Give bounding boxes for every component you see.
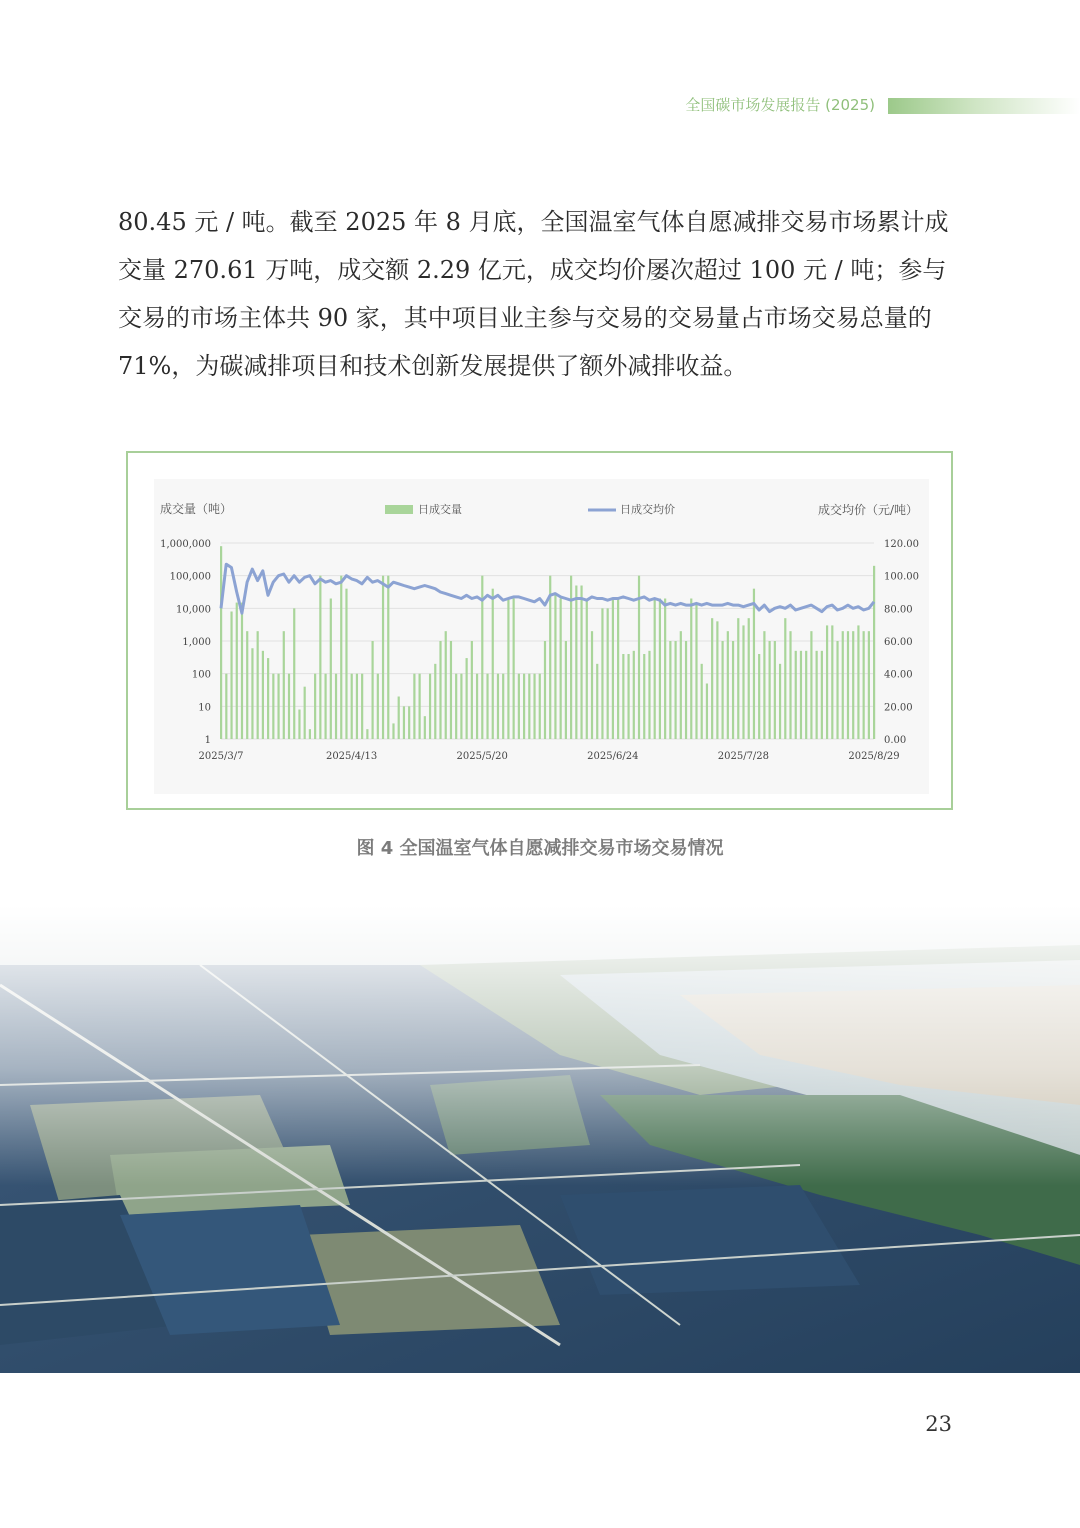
volume-bar — [659, 598, 661, 739]
volume-bar — [863, 631, 865, 739]
volume-bar — [288, 674, 290, 739]
report-title: 全国碳市场发展报告 (2025) — [685, 96, 875, 114]
volume-bar — [267, 658, 269, 739]
x-tick-label: 2025/5/20 — [456, 751, 508, 762]
volume-bar — [789, 631, 791, 739]
volume-bar — [502, 674, 504, 739]
legend-label-volume: 日成交量 — [418, 503, 462, 516]
y-left-tick-label: 1,000,000 — [160, 539, 211, 550]
volume-bar — [643, 654, 645, 739]
header-gradient-bar — [888, 98, 1080, 114]
volume-bar — [800, 651, 802, 739]
volume-bar — [533, 674, 535, 739]
volume-bar — [466, 658, 468, 739]
volume-bar — [408, 706, 410, 739]
volume-bar — [591, 631, 593, 739]
volume-bar — [549, 576, 551, 739]
volume-bar — [283, 631, 285, 739]
y-right-tick-label: 40.00 — [884, 669, 913, 681]
volume-bar — [304, 687, 306, 739]
volume-bar — [387, 576, 389, 739]
volume-bar — [429, 674, 431, 739]
volume-bar — [445, 631, 447, 739]
body-line: 71%，为碳减排项目和技术创新发展提供了额外减排收益。 — [118, 352, 748, 380]
volume-bar — [539, 674, 541, 739]
volume-bar — [627, 654, 629, 739]
y-left-tick-label: 100 — [191, 669, 211, 681]
body-line: 80.45 元 / 吨。截至 2025 年 8 月底，全国温室气体自愿减排交易市场累计成 — [118, 208, 949, 236]
volume-bar — [701, 664, 703, 739]
volume-bar — [257, 631, 259, 739]
volume-bar — [774, 641, 776, 739]
volume-bar — [784, 618, 786, 739]
volume-bar — [805, 651, 807, 739]
volume-bar — [769, 641, 771, 739]
volume-bar — [654, 598, 656, 739]
volume-bar — [648, 651, 650, 739]
page-number: 23 — [925, 1412, 952, 1436]
volume-bar — [868, 631, 870, 739]
volume-bar — [690, 598, 692, 739]
volume-bar — [873, 566, 875, 739]
volume-bar — [633, 651, 635, 739]
volume-bar — [471, 641, 473, 739]
volume-bar — [518, 674, 520, 739]
volume-bar — [565, 641, 567, 739]
volume-bar — [220, 546, 222, 739]
volume-bar — [748, 618, 750, 739]
volume-bar — [377, 674, 379, 739]
volume-bar — [674, 641, 676, 739]
volume-bar — [340, 576, 342, 739]
volume-bar — [852, 631, 854, 739]
volume-bar — [330, 598, 332, 739]
volume-bar — [382, 576, 384, 739]
x-tick-label: 2025/6/24 — [587, 751, 639, 762]
volume-bar — [356, 674, 358, 739]
volume-bar — [664, 598, 666, 739]
volume-bar — [669, 641, 671, 739]
volume-bar — [617, 598, 619, 739]
volume-bar — [272, 674, 274, 739]
volume-bar — [607, 608, 609, 739]
volume-bar — [277, 674, 279, 739]
legend-swatch-volume — [385, 505, 413, 514]
volume-bar — [486, 674, 488, 739]
volume-bar — [528, 674, 530, 739]
x-tick-label: 2025/4/13 — [325, 751, 378, 762]
figure-caption: 图 4 全国温室气体自愿减排交易市场交易情况 — [356, 838, 724, 859]
volume-bar — [612, 598, 614, 739]
volume-bar — [413, 674, 415, 739]
volume-bar — [732, 641, 734, 739]
volume-bar — [298, 709, 300, 739]
volume-bar — [513, 598, 515, 739]
volume-bar — [419, 674, 421, 739]
volume-bar — [335, 674, 337, 739]
volume-bar — [246, 631, 248, 739]
running-header — [0, 92, 1080, 120]
volume-bar — [560, 598, 562, 739]
volume-bar — [236, 603, 238, 739]
volume-bar — [727, 631, 729, 739]
volume-bar — [753, 589, 755, 739]
volume-bar — [424, 716, 426, 739]
volume-bar — [403, 706, 405, 739]
volume-bar — [737, 618, 739, 739]
y-right-tick-label: 80.00 — [884, 604, 913, 616]
volume-bar — [351, 674, 353, 739]
volume-bar — [601, 608, 603, 739]
volume-bar — [816, 651, 818, 739]
y-left-tick-label: 100,000 — [169, 571, 211, 583]
volume-bar — [836, 641, 838, 739]
volume-bar — [575, 586, 577, 739]
volume-bar — [460, 674, 462, 739]
volume-bar — [497, 674, 499, 739]
volume-bar — [366, 729, 368, 739]
x-tick-label: 2025/3/7 — [198, 751, 244, 762]
volume-bar — [507, 598, 509, 739]
volume-bar — [434, 664, 436, 739]
volume-bar — [795, 651, 797, 739]
volume-bar — [711, 618, 713, 739]
volume-bar — [439, 641, 441, 739]
y-right-tick-label: 20.00 — [884, 702, 913, 714]
volume-bar — [596, 664, 598, 739]
volume-bar — [810, 631, 812, 739]
volume-bar — [361, 674, 363, 739]
volume-bar — [722, 641, 724, 739]
volume-bar — [398, 696, 400, 739]
volume-bar — [821, 651, 823, 739]
volume-bar — [779, 664, 781, 739]
legend-label-price: 日成交均价 — [620, 503, 675, 516]
volume-bar — [680, 631, 682, 739]
chart-frame — [126, 451, 953, 810]
volume-bar — [544, 641, 546, 739]
y-right-tick-label: 100.00 — [884, 571, 919, 583]
volume-bar — [324, 674, 326, 739]
y-right-tick-label: 0.00 — [884, 735, 907, 746]
plot-background — [154, 479, 929, 794]
volume-bar — [293, 608, 295, 739]
volume-bar — [523, 674, 525, 739]
y-left-axis-label: 成交量（吨） — [160, 502, 233, 516]
y-left-tick-label: 10 — [198, 702, 211, 714]
x-tick-label: 2025/8/29 — [848, 751, 900, 762]
volume-bar — [622, 654, 624, 739]
volume-bar — [450, 641, 452, 739]
volume-bar — [716, 621, 718, 739]
volume-bar — [371, 641, 373, 739]
volume-bar — [695, 603, 697, 739]
volume-bar — [241, 603, 243, 739]
volume-bar — [857, 625, 859, 739]
y-left-tick-label: 1,000 — [182, 637, 211, 648]
volume-bar — [826, 625, 828, 739]
volume-bar — [706, 684, 708, 739]
volume-bar — [225, 674, 227, 739]
volume-bar — [392, 723, 394, 739]
volume-bar — [554, 593, 556, 739]
volume-bar — [314, 674, 316, 739]
y-left-tick-label: 10,000 — [176, 604, 211, 616]
aerial-photo — [0, 905, 1080, 1373]
volume-bar — [251, 648, 253, 739]
volume-bar — [758, 654, 760, 739]
volume-bar — [262, 651, 264, 739]
volume-bar — [476, 674, 478, 739]
volume-bar — [763, 631, 765, 739]
volume-bar — [345, 589, 347, 739]
y-left-tick-label: 1 — [204, 735, 211, 746]
body-paragraph — [118, 198, 966, 390]
body-line: 交量 270.61 万吨，成交额 2.29 亿元，成交均价屡次超过 100 元 / 吨；参与 — [118, 256, 947, 284]
volume-bar — [586, 598, 588, 739]
volume-bar — [455, 674, 457, 739]
y-right-tick-label: 120.00 — [884, 539, 919, 550]
y-right-tick-label: 60.00 — [884, 637, 913, 648]
volume-bar — [492, 589, 494, 739]
volume-bar — [319, 576, 321, 739]
trading-chart — [128, 453, 951, 808]
y-right-axis-label: 成交均价（元/吨） — [817, 503, 918, 517]
volume-bar — [847, 631, 849, 739]
body-line: 交易的市场主体共 90 家，其中项目业主参与交易的交易量占市场交易总量的 — [118, 304, 932, 332]
volume-bar — [580, 586, 582, 739]
x-tick-label: 2025/7/28 — [717, 751, 770, 762]
volume-bar — [309, 729, 311, 739]
volume-bar — [831, 625, 833, 739]
volume-bar — [842, 631, 844, 739]
volume-bar — [230, 611, 232, 739]
volume-bar — [685, 641, 687, 739]
volume-bar — [742, 625, 744, 739]
